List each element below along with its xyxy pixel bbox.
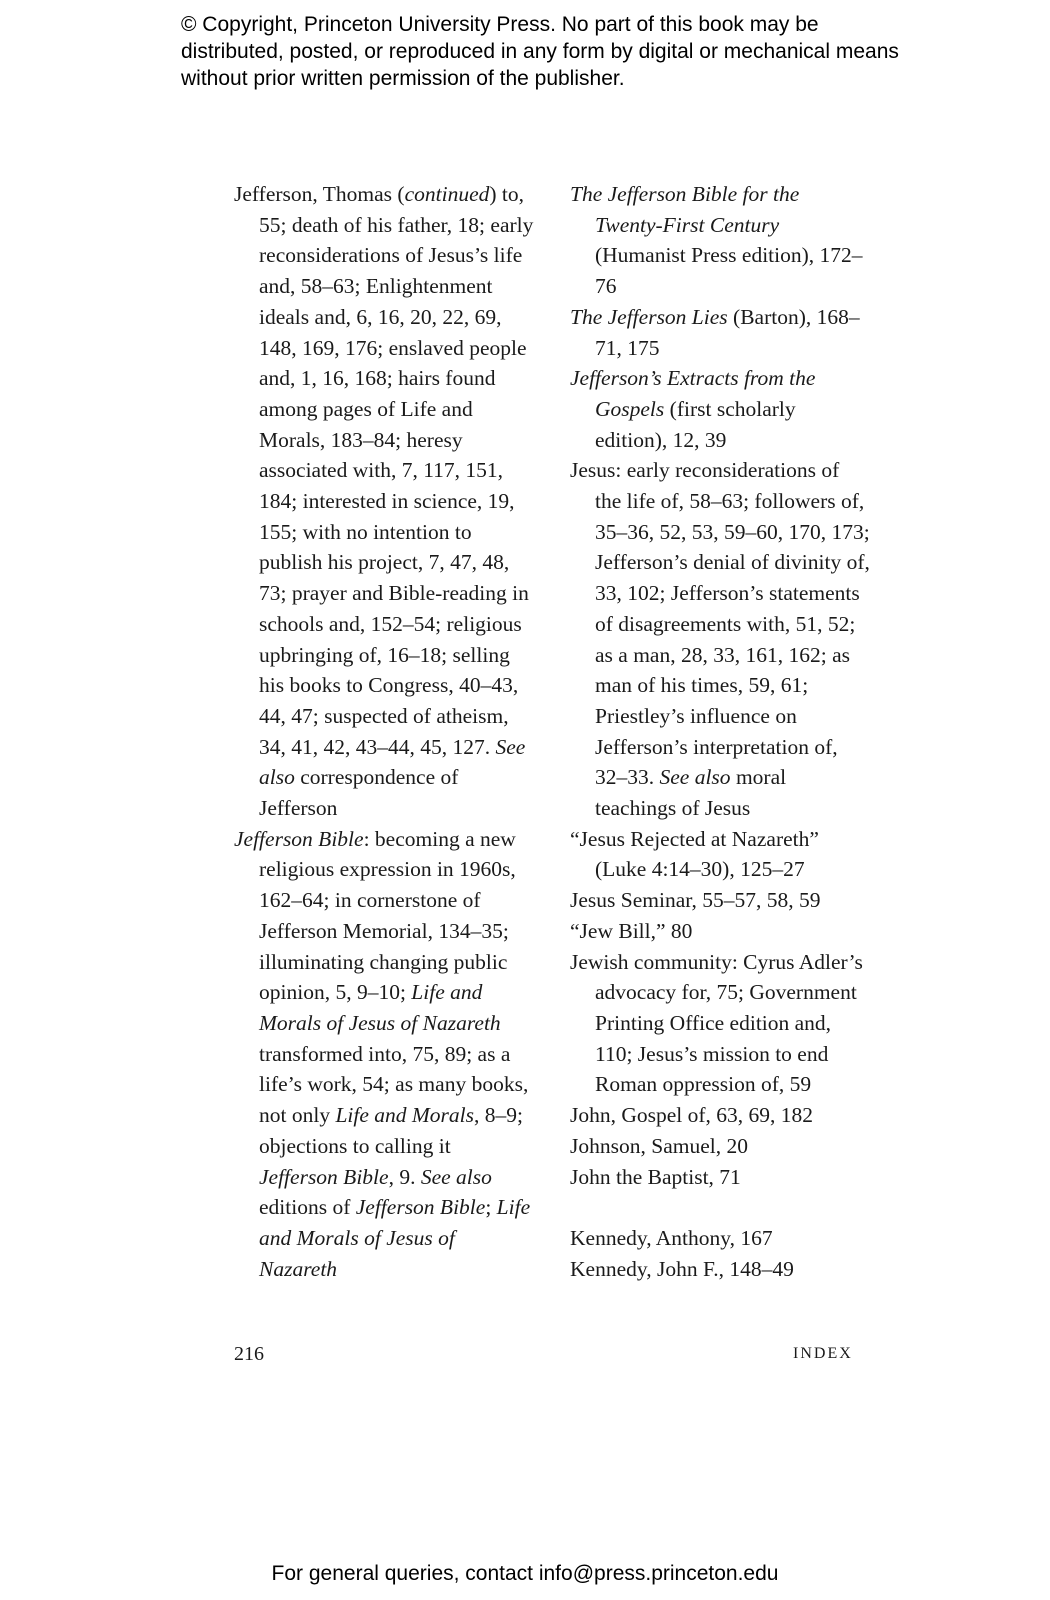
index-entry-jefferson-lies [570, 302, 870, 363]
entry-text-italic: Life and Morals of Jesus of Nazareth [259, 980, 501, 1035]
entry-text: : becoming a new religious expression in 1960s, 162–64; in cornerstone of Jefferson Memorial, 134–35; illuminating changing public opinion, 5, 9–10; [259, 826, 516, 1005]
index-column-left [234, 179, 534, 1284]
index-column-right [570, 179, 870, 1284]
entry-text-italic: continued [404, 182, 490, 206]
entry-text: Jefferson, Thomas ( [234, 182, 405, 206]
entry-text: , 8–9; objections to calling it [259, 1103, 524, 1158]
index-entry-jefferson-bible-21st [570, 179, 870, 302]
letter-section-gap [570, 1192, 870, 1223]
entry-text-italic: Life and Morals of Jesus of Nazareth [259, 1195, 531, 1281]
entry-text: (Barton), 168–71, 175 [595, 304, 860, 360]
entry-title-italic: The Jefferson Lies [570, 304, 728, 329]
page-number: 216 [234, 1343, 264, 1365]
see-also-label: See also [259, 734, 526, 790]
index-entry-jesus [570, 455, 870, 823]
index-entry-jefferson-extracts [570, 363, 870, 455]
entry-text: transformed into, 75, 89; as a life’s work, 54; as many books, not only [259, 1041, 529, 1128]
see-also-label: See also [659, 765, 731, 790]
index-entry-jewish-community: Jewish community: Cyrus Adler’s advocacy for, 75; Government Printing Office edition and, 110; Jesus’s mission to end Roman oppression of, 59 [570, 949, 863, 1097]
index-entry-jesus-rejected: “Jesus Rejected at Nazareth” (Luke 4:14–30), 125–27 [570, 826, 819, 882]
entry-title-italic: Jefferson Bible [234, 826, 364, 851]
entry-text: ; [485, 1195, 497, 1220]
entry-text: moral teachings of Jesus [595, 765, 787, 821]
contact-notice: For general queries, contact info@press.princeton.edu [271, 1562, 779, 1585]
entry-title-italic: The Jefferson Bible for the Twenty-First Century [570, 182, 800, 237]
copyright-notice: © Copyright, Princeton University Press. No part of this book may be distributed, posted, or reproduced in any form by digital or mechanical means without prior written permission of the publisher. [181, 13, 899, 90]
index-entry-kennedy-anthony: Kennedy, Anthony, 167 [570, 1225, 773, 1250]
index-entry-jefferson-bible [234, 824, 534, 1285]
index-entry-john-gospel: John, Gospel of, 63, 69, 182 [570, 1103, 814, 1128]
index-entry-jefferson-thomas [234, 179, 534, 824]
see-also-label: See also [420, 1164, 492, 1189]
index-entry-jesus-seminar: Jesus Seminar, 55–57, 58, 59 [570, 888, 821, 913]
index-entry-jew-bill: “Jew Bill,” 80 [570, 918, 693, 943]
index-entry-john-baptist: John the Baptist, 71 [570, 1164, 741, 1189]
entry-text: ) to, 55; death of his father, 18; early reconsiderations of Jesus’s life and, 58–63; Enlightenment ideals and, 6, 16, 20, 22, 69, 148, 169, 176; enslaved people and, 1, 16, 168; hairs found among pages of Life and Morals, 183–84; heresy associated with, 7, 117, 151, 184; interested in science, 19, 155; with no intention to publish his project, 7, 47, 48, 73; prayer and Bible-reading in schools and, 152–54; religious upbringing of, 16–18; selling his books to Congress, 40–43, 44, 47; suspected of atheism, 34, 41, 42, 43–44, 45, 127. [259, 182, 534, 759]
entry-title-italic: Jefferson’s Extracts from the Gospels [570, 366, 816, 421]
index-entry-kennedy-john: Kennedy, John F., 148–49 [570, 1256, 794, 1281]
index-entry-johnson-samuel: Johnson, Samuel, 20 [570, 1133, 748, 1158]
entry-text: (Humanist Press edition), 172–76 [595, 243, 863, 299]
entry-text: correspondence of Jefferson [259, 765, 459, 821]
entry-text-italic: Life and Morals [335, 1103, 475, 1128]
entry-text-italic: Jefferson Bible [355, 1195, 486, 1220]
entry-text: Jesus: early reconsiderations of the life of, 58–63; followers of, 35–36, 52, 53, 59–60, 170, 173; Jefferson’s denial of divinity of, 33, 102; Jefferson’s statements of disagreements with, 51, 52; as a man, 28, 33, 161, 162; as man of his times, 59, 61; Priestley’s influence on Jefferson’s interpretation of, 32–33. [570, 458, 870, 790]
entry-text: editions of [259, 1195, 356, 1220]
entry-text: , 9. [388, 1164, 421, 1189]
running-head: INDEX [793, 1345, 853, 1362]
entry-text-italic: Jefferson Bible [259, 1164, 389, 1189]
entry-text: (first scholarly edition), 12, 39 [595, 396, 796, 452]
